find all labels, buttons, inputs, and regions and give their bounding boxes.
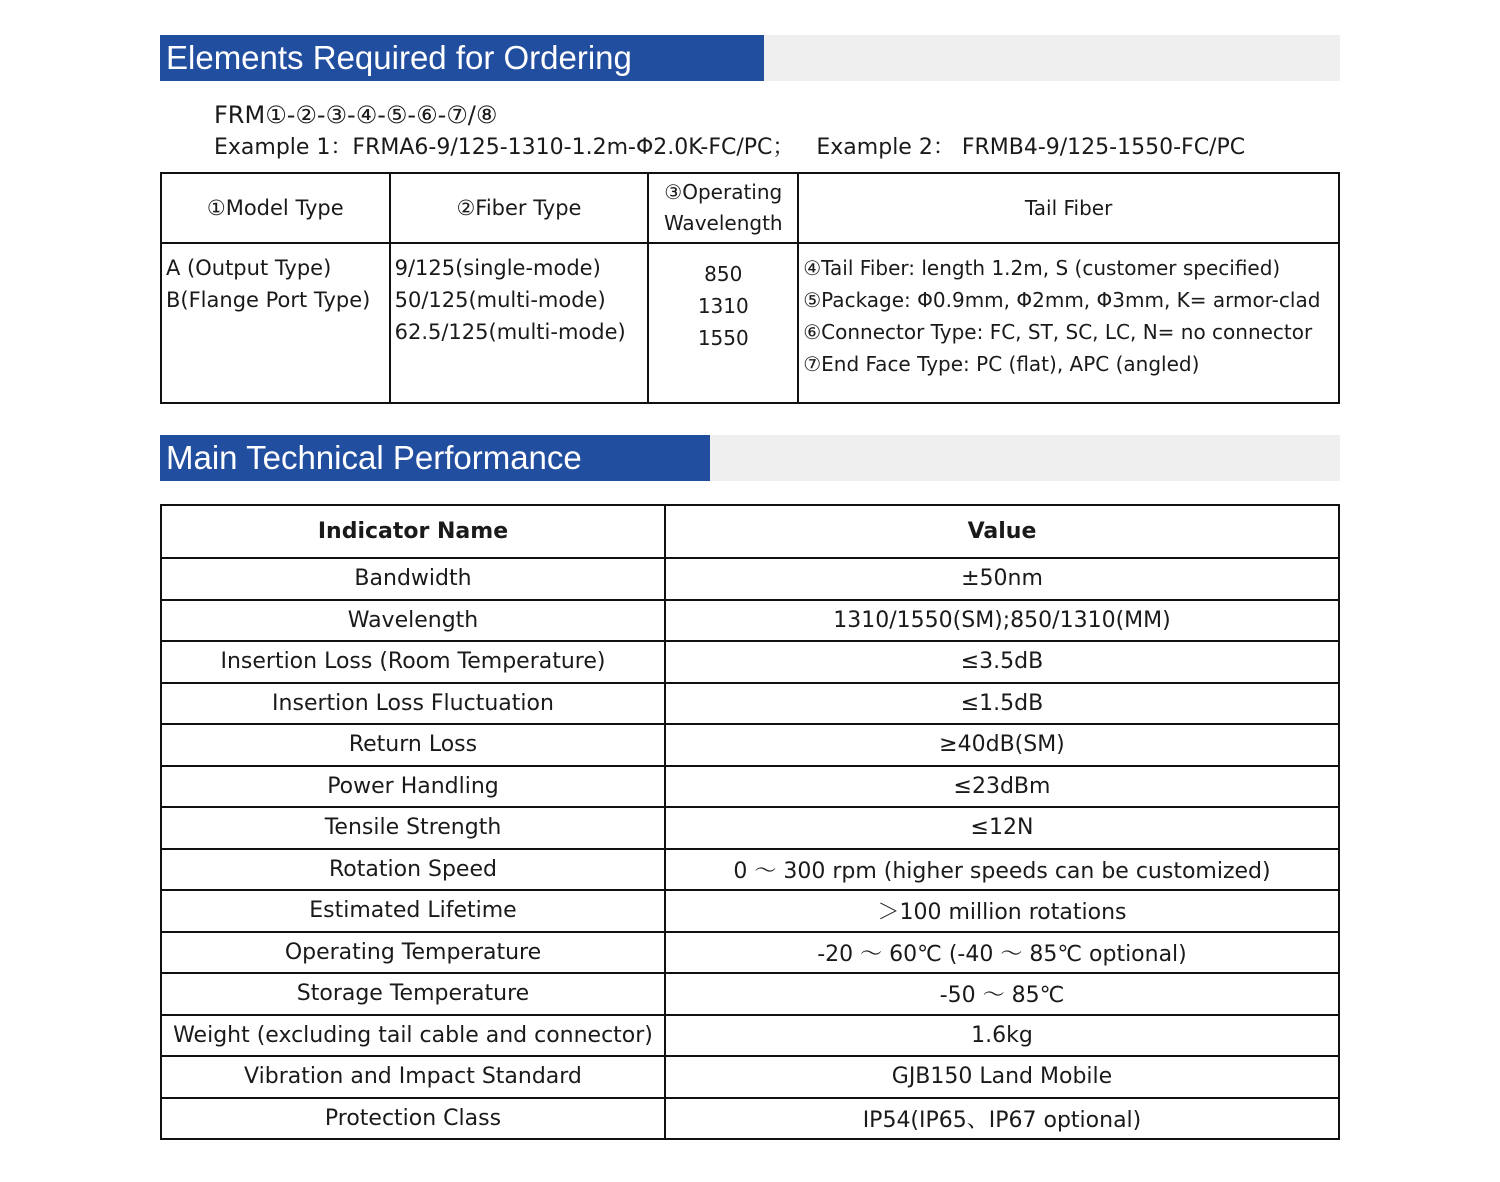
model-type-cell [161,243,390,403]
wavelength-cell [648,243,798,403]
indicator-name-cell: Rotation Speed [161,849,665,891]
list-item: B(Flange Port Type) [166,288,371,312]
list-item: 1310 [697,294,749,318]
header-indicator-name: Indicator Name [161,505,665,558]
indicator-name-cell: Operating Temperature [161,932,665,974]
indicator-name-cell: Wavelength [161,600,665,642]
fiber-type-cell [390,243,649,403]
list-item: A (Output Type) [166,256,332,280]
indicator-name-cell: Insertion Loss Fluctuation [161,683,665,725]
list-item: ⑤Package: Φ0.9mm, Φ2mm, Φ3mm, K= armor-clad [803,288,1321,312]
indicator-name-cell: Power Handling [161,766,665,808]
table-row [161,724,1339,766]
indicator-value-cell: ≤23dBm [665,766,1339,808]
indicator-name-cell: Storage Temperature [161,973,665,1015]
performance-table-header [161,505,1339,558]
list-item: ⑦End Face Type: PC (flat), APC (angled) [803,352,1200,376]
ordering-table [160,172,1340,404]
indicator-value-cell: ±50nm [665,558,1339,600]
indicator-value-cell: ≤1.5dB [665,683,1339,725]
indicator-name-cell: Insertion Loss (Room Temperature) [161,641,665,683]
indicator-name-cell: Bandwidth [161,558,665,600]
table-row [161,1015,1339,1057]
order-code-formula: FRM①-②-③-④-⑤-⑥-⑦/⑧ [214,101,498,129]
indicator-value-cell: -50 ～ 85℃ [665,973,1339,1015]
table-row [161,641,1339,683]
ordering-section-title: Elements Required for Ordering [160,35,764,81]
list-item: ⑥Connector Type: FC, ST, SC, LC, N= no connector [803,320,1313,344]
indicator-value-cell: ≤12N [665,807,1339,849]
indicator-name-cell: Weight (excluding tail cable and connector) [161,1015,665,1057]
indicator-value-cell: 0 ～ 300 rpm (higher speeds can be customized) [665,849,1339,891]
indicator-name-cell: Vibration and Impact Standard [161,1056,665,1098]
header-fiber-type: ②Fiber Type [390,173,649,243]
tail-fiber-cell [798,243,1339,403]
table-row [161,849,1339,891]
header-value: Value [665,505,1339,558]
table-row [161,807,1339,849]
table-row [161,683,1339,725]
indicator-name-cell: Return Loss [161,724,665,766]
indicator-value-cell: ＞100 million rotations [665,890,1339,932]
list-item: 1550 [697,326,749,350]
table-row [161,600,1339,642]
list-item: 850 [704,262,743,286]
performance-section-title: Main Technical Performance [160,435,710,481]
performance-table [160,504,1340,1140]
indicator-value-cell: ≤3.5dB [665,641,1339,683]
indicator-name-cell: Protection Class [161,1098,665,1140]
table-row [161,766,1339,808]
example-1: Example 1：FRMA6-9/125-1310-1.2m-Φ2.0K-FC/PC； [214,135,795,160]
indicator-value-cell: 1310/1550(SM);850/1310(MM) [665,600,1339,642]
table-row [161,1056,1339,1098]
table-row [161,973,1339,1015]
table-row [161,890,1339,932]
list-item: ④Tail Fiber: length 1.2m, S (customer specified) [803,256,1281,280]
ordering-section-header [160,35,1340,81]
list-item: 62.5/125(multi-mode) [394,320,626,344]
example-2: Example 2： FRMB4-9/125-1550-FC/PC [816,135,1246,160]
indicator-value-cell: GJB150 Land Mobile [665,1056,1339,1098]
list-item: 9/125(single-mode) [394,256,601,280]
indicator-value-cell: 1.6kg [665,1015,1339,1057]
header-tail-fiber: Tail Fiber [798,173,1339,243]
indicator-value-cell: IP54(IP65、IP67 optional) [665,1098,1339,1140]
table-row [161,1098,1339,1140]
list-item: 50/125(multi-mode) [394,288,606,312]
performance-section-header [160,435,1340,481]
ordering-table-body [161,243,1339,403]
header-operating-wavelength: ③Operating Wavelength [648,173,798,243]
header-model-type: ①Model Type [161,173,390,243]
order-examples [214,132,1245,164]
table-row [161,932,1339,974]
indicator-name-cell: Estimated Lifetime [161,890,665,932]
table-row [161,558,1339,600]
indicator-name-cell: Tensile Strength [161,807,665,849]
indicator-value-cell: ≥40dB(SM) [665,724,1339,766]
ordering-table-header [161,173,1339,243]
indicator-value-cell: -20 ～ 60℃ (-40 ～ 85℃ optional) [665,932,1339,974]
